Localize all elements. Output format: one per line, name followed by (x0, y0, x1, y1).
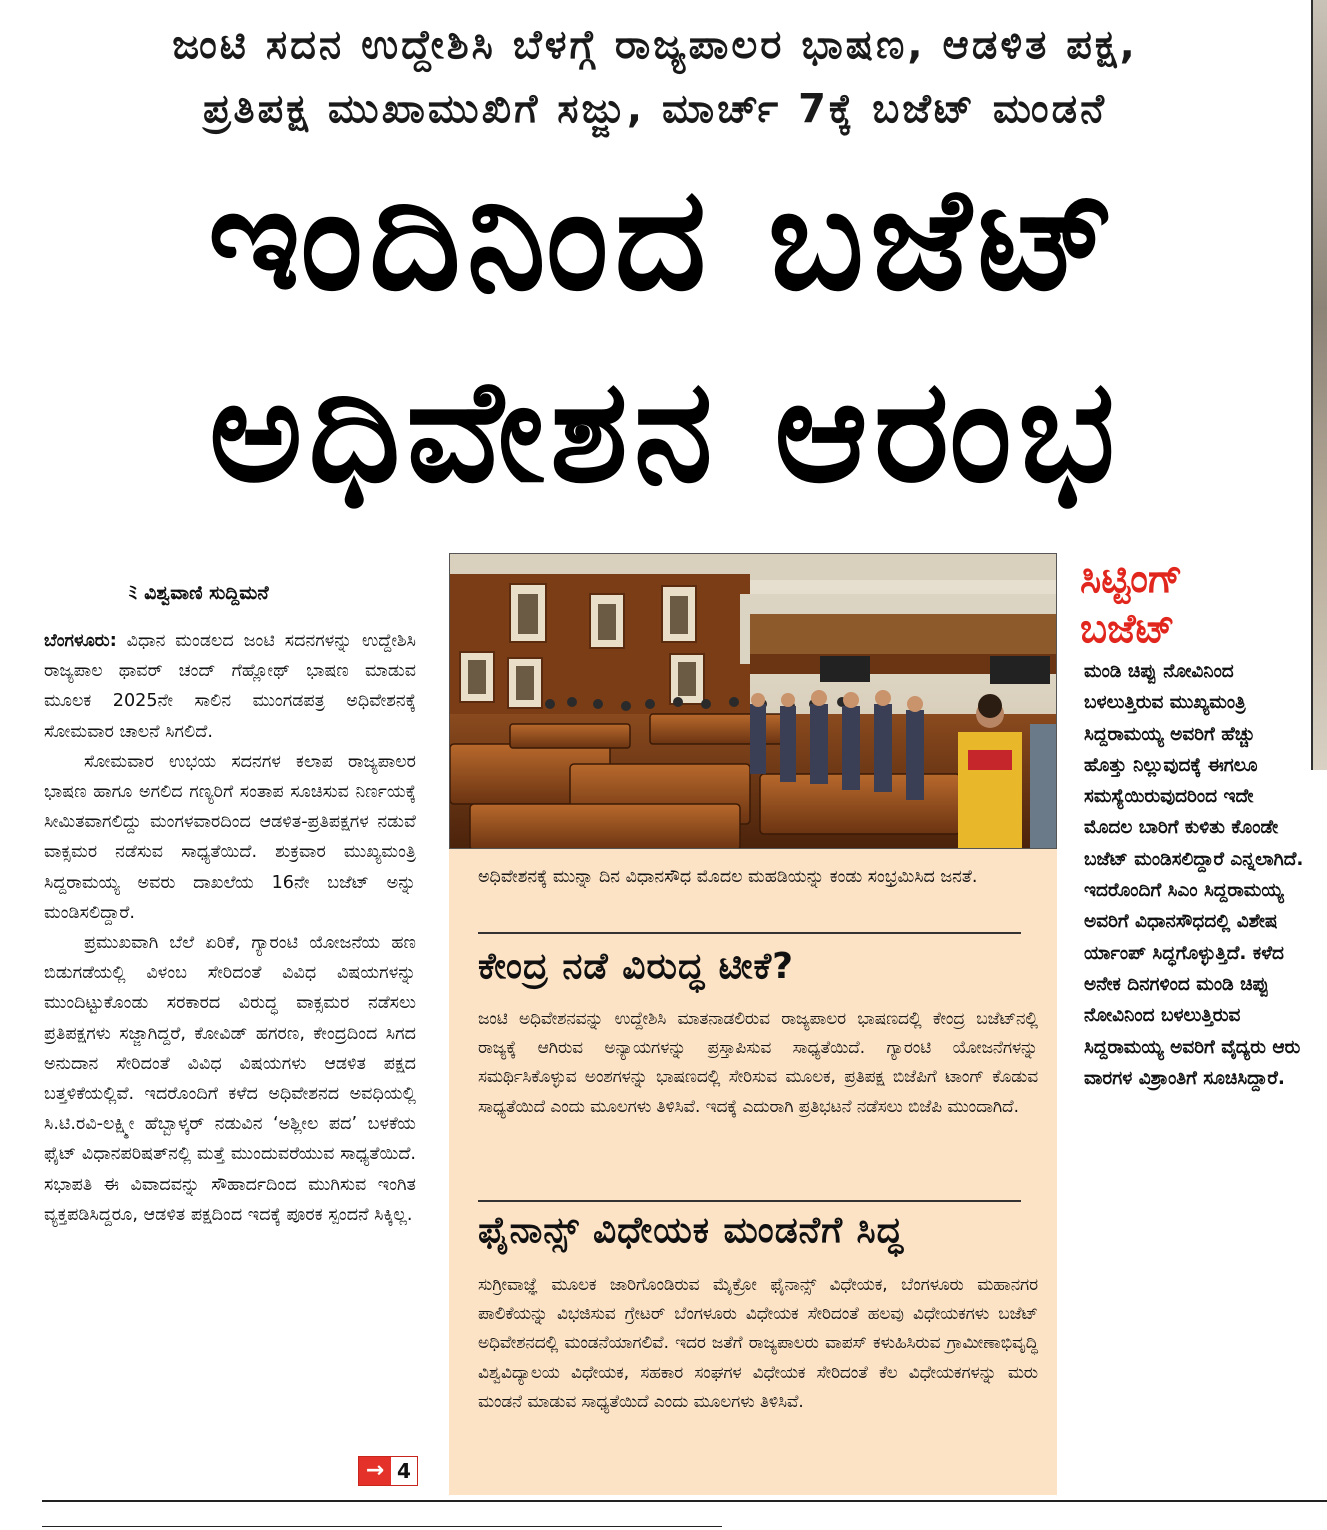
sidebar-body: ಮಂಡಿ ಚಿಪ್ಪು ನೋವಿನಿಂದ ಬಳಲುತ್ತಿರುವ ಮುಖ್ಯಮಂತ್ರಿ ಸಿದ್ದರಾಮಯ್ಯ ಅವರಿಗೆ ಹೆಚ್ಚು ಹೊತ್ತು ನಿಲ್ಲುವುದಕ್ಕೆ ಈಗಲೂ ಸಮಸ್ಯೆಯಿರುವುದರಿಂದ ಇದೇ ಮೊದಲ ಬಾರಿಗೆ ಕುಳಿತು ಕೊಂಡೇ ಬಜೆಟ್ ಮಂಡಿಸಲಿದ್ದಾರೆ ಎನ್ನಲಾಗಿದೆ. ಇದರೊಂದಿಗೆ ಸಿಎಂ ಸಿದ್ದರಾಮಯ್ಯ ಅವರಿಗೆ ವಿಧಾನಸೌಧದಲ್ಲಿ ವಿಶೇಷ ರ್ಯಾಂಪ್ ಸಿದ್ಧಗೊಳ್ಳುತ್ತಿದೆ. ಕಳೆದ ಅನೇಕ ದಿನಗಳಿಂದ ಮಂಡಿ ಚಿಪ್ಪು ನೋವಿನಿಂದ ಬಳಲುತ್ತಿರುವ ಸಿದ್ದರಾಮಯ್ಯ ಅವರಿಗೆ ವೈದ್ಯರು ಆರು ವಾರಗಳ ವಿಶ್ರಾಂತಿಗೆ ಸೂಚಿಸಿದ್ದಾರೆ. (1084, 661, 1304, 1089)
byline-marker-icon: ﾐ (128, 582, 145, 604)
byline (128, 578, 269, 605)
arrow-right-icon: → (359, 1457, 391, 1485)
jump-page-number: 4 (391, 1457, 417, 1485)
byline-text: ವಿಶ್ವವಾಣಿ ಸುದ್ದಿಮನೆ (144, 582, 269, 604)
dateline: ಬೆಂಗಳೂರು: (44, 631, 117, 651)
story3-heading: ಫೈನಾನ್ಸ್ ವಿಧೇಯಕ ಮಂಡನೆಗೆ ಸಿದ್ಧ (478, 1210, 904, 1251)
sidebar-heading-line-1: ಸಿಟ್ಟಿಂಗ್ (1080, 556, 1183, 602)
headline-line-2: ಅಧಿವೇಶನ ಆರಂಭ (209, 348, 1121, 514)
kicker-line-1: ಜಂಟಿ ಸದನ ಉದ್ದೇಶಿಸಿ ಬೆಳಗ್ಗೆ ರಾಜ್ಯಪಾಲರ ಭಾಷಣ, ಆಡಳಿತ ಪಕ್ಷ, (172, 22, 1138, 68)
assembly-hall-illustration (450, 554, 1057, 849)
main-story-paragraph-1 (44, 626, 416, 747)
main-story-lead: ವಿಧಾನ ಮಂಡಲದ ಜಂಟಿ ಸದನಗಳನ್ನು ಉದ್ದೇಶಿಸಿ ರಾಜ್ಯಪಾಲ ಥಾವರ್ ಚಂದ್ ಗೆಹ್ಲೋಥ್ ಭಾಷಣ ಮಾಡುವ ಮೂಲಕ 2025ನೇ ಸಾಲಿನ ಮುಂಗಡಪತ್ರ ಅಧಿವೇಶನಕ್ಕೆ ಸೋಮವಾರ ಚಾಲನೆ ಸಿಗಲಿದೆ. (44, 631, 416, 742)
story2-body: ಜಂಟಿ ಅಧಿವೇಶನವನ್ನು ಉದ್ದೇಶಿಸಿ ಮಾತನಾಡಲಿರುವ ರಾಜ್ಯಪಾಲರ ಭಾಷಣದಲ್ಲಿ ಕೇಂದ್ರ ಬಜೆಟ್‌ನಲ್ಲಿ ರಾಜ್ಯಕ್ಕೆ ಆಗಿರುವ ಅನ್ಯಾಯಗಳನ್ನು ಪ್ರಸ್ತಾಪಿಸುವ ಸಾಧ್ಯತೆಯಿದೆ. ಗ್ಯಾರಂಟಿ ಯೋಜನೆಗಳನ್ನು ಸಮರ್ಥಿಸಿಕೊಳ್ಳುವ ಅಂಶಗಳನ್ನು ಭಾಷಣದಲ್ಲಿ ಸೇರಿಸುವ ಮೂಲಕ, ಪ್ರತಿಪಕ್ಷ ಬಿಜೆಪಿಗೆ ಟಾಂಗ್ ಕೊಡುವ ಸಾಧ್ಯತೆಯಿದೆ ಎಂದು ಮೂಲಗಳು ತಿಳಿಸಿವೆ. ಇದಕ್ಕೆ ಎದುರಾಗಿ ಪ್ರತಿಭಟನೆ ನಡೆಸಲು ಬಿಜೆಪಿ ಮುಂದಾಗಿದೆ. (478, 1008, 1038, 1116)
divider-caption (478, 932, 1021, 934)
kicker-line-2: ಪ್ರತಿಪಕ್ಷ ಮುಖಾಮುಖಿಗೆ ಸಜ್ಜು, ಮಾರ್ಚ್ 7ಕ್ಕೆ ಬಜೆಟ್ ಮಂಡನೆ (203, 86, 1107, 132)
continued-on-page-link[interactable] (358, 1456, 418, 1486)
bottom-rule (42, 1500, 1327, 1502)
photo-caption: ಅಧಿವೇಶನಕ್ಕೆ ಮುನ್ನಾ ದಿನ ವಿಧಾನಸೌಧ ಮೊದಲ ಮಹಡಿಯನ್ನು ಕಂಡು ಸಂಭ್ರಮಿಸಿದ ಜನತೆ. (478, 867, 978, 887)
next-story-rule (42, 1526, 722, 1527)
divider-story3 (478, 1200, 1021, 1202)
headline-line-1: ಇಂದಿನಿಂದ ಬಜೆಟ್ (207, 156, 1123, 322)
story2-heading: ಕೇಂದ್ರ ನಡೆ ವಿರುದ್ಧ ಟೀಕೆ? (478, 946, 795, 987)
story3-body: ಸುಗ್ರೀವಾಜ್ಞೆ ಮೂಲಕ ಜಾರಿಗೊಂಡಿರುವ ಮೈಕ್ರೋ ಫೈನಾನ್ಸ್ ವಿಧೇಯಕ, ಬೆಂಗಳೂರು ಮಹಾನಗರ ಪಾಲಿಕೆಯನ್ನು ವಿಭಜಿಸುವ ಗ್ರೇಟರ್ ಬೆಂಗಳೂರು ವಿಧೇಯಕ ಸೇರಿದಂತೆ ಹಲವು ವಿಧೇಯಕಗಳು ಬಜೆಟ್ ಅಧಿವೇಶನದಲ್ಲಿ ಮಂಡನೆಯಾಗಲಿವೆ. ಇದರ ಜತೆಗೆ ರಾಜ್ಯಪಾಲರು ವಾಪಸ್ ಕಳುಹಿಸಿರುವ ಗ್ರಾಮೀಣಾಭಿವೃದ್ಧಿ ವಿಶ್ವವಿದ್ಯಾಲಯ ವಿಧೇಯಕ, ಸಹಕಾರ ಸಂಘಗಳ ವಿಧೇಯಕ ಸೇರಿದಂತೆ ಕೆಲ ವಿಧೇಯಕಗಳನ್ನು ಮರು ಮಂಡನೆ ಮಾಡುವ ಸಾಧ್ಯತೆಯಿದೆ ಎಂದು ಮೂಲಗಳು ತಿಳಿಸಿವೆ. (478, 1274, 1038, 1411)
assembly-hall-photo (449, 553, 1057, 849)
adjacent-page-strip (1313, 0, 1327, 770)
main-story-paragraph-2: ಸೋಮವಾರ ಉಭಯ ಸದನಗಳ ಕಲಾಪ ರಾಜ್ಯಪಾಲರ ಭಾಷಣ ಹಾಗೂ ಅಗಲಿದ ಗಣ್ಯರಿಗೆ ಸಂತಾಪ ಸೂಚಿಸುವ ನಿರ್ಣಯಕ್ಕೆ ಸೀಮಿತವಾಗಲಿದ್ದು ಮಂಗಳವಾರದಿಂದ ಆಡಳಿತ-ಪ್ರತಿಪಕ್ಷಗಳ ನಡುವೆ ವಾಕ್ಸಮರ ನಡೆಸುವ ಸಾಧ್ಯತೆಯಿದೆ. ಶುಕ್ರವಾರ ಮುಖ್ಯಮಂತ್ರಿ ಸಿದ್ದರಾಮಯ್ಯ ಅವರು ದಾಖಲೆಯ 16ನೇ ಬಜೆಟ್ ಅನ್ನು ಮಂಡಿಸಲಿದ್ದಾರೆ. (44, 751, 416, 923)
main-story (44, 626, 416, 1230)
sidebar-heading-line-2: ಬಜೆಟ್ (1080, 606, 1175, 652)
main-story-paragraph-3: ಪ್ರಮುಖವಾಗಿ ಬೆಲೆ ಏರಿಕೆ, ಗ್ಯಾರಂಟಿ ಯೋಜನೆಯ ಹಣ ಬಿಡುಗಡೆಯಲ್ಲಿ ವಿಳಂಬ ಸೇರಿದಂತೆ ವಿವಿಧ ವಿಷಯಗಳನ್ನು ಮುಂದಿಟ್ಟುಕೊಂಡು ಸರಕಾರದ ವಿರುದ್ಧ ವಾಕ್ಸಮರ ನಡೆಸಲು ಪ್ರತಿಪಕ್ಷಗಳು ಸಜ್ಜಾಗಿದ್ದರೆ, ಕೋವಿಡ್ ಹಗರಣ, ಕೇಂದ್ರದಿಂದ ಸಿಗದ ಅನುದಾನ ಸೇರಿದಂತೆ ವಿವಿಧ ವಿಷಯಗಳು ಆಡಳಿತ ಪಕ್ಷದ ಬತ್ತಳಿಕೆಯಲ್ಲಿವೆ. ಇದರೊಂದಿಗೆ ಕಳೆದ ಅಧಿವೇಶನದ ಅವಧಿಯಲ್ಲಿ ಸಿ.ಟಿ.ರವಿ-ಲಕ್ಷ್ಮೀ ಹೆಬ್ಬಾಳ್ಕರ್ ನಡುವಿನ ‘ಅಶ್ಲೀಲ ಪದ’ ಬಳಕೆಯ ಫೈಟ್ ವಿಧಾನಪರಿಷತ್‌ನಲ್ಲಿ ಮತ್ತೆ ಮುಂದುವರೆಯುವ ಸಾಧ್ಯತೆಯಿದೆ. ಸಭಾಪತಿ ಈ ವಿವಾದವನ್ನು ಸೌಹಾರ್ದದಿಂದ ಮುಗಿಸುವ ಇಂಗಿತ ವ್ಯಕ್ತಪಡಿಸಿದ್ದರೂ, ಆಡಳಿತ ಪಕ್ಷದಿಂದ ಇದಕ್ಕೆ ಪೂರಕ ಸ್ಪಂದನೆ ಸಿಕ್ಕಿಲ್ಲ. (44, 933, 416, 1225)
